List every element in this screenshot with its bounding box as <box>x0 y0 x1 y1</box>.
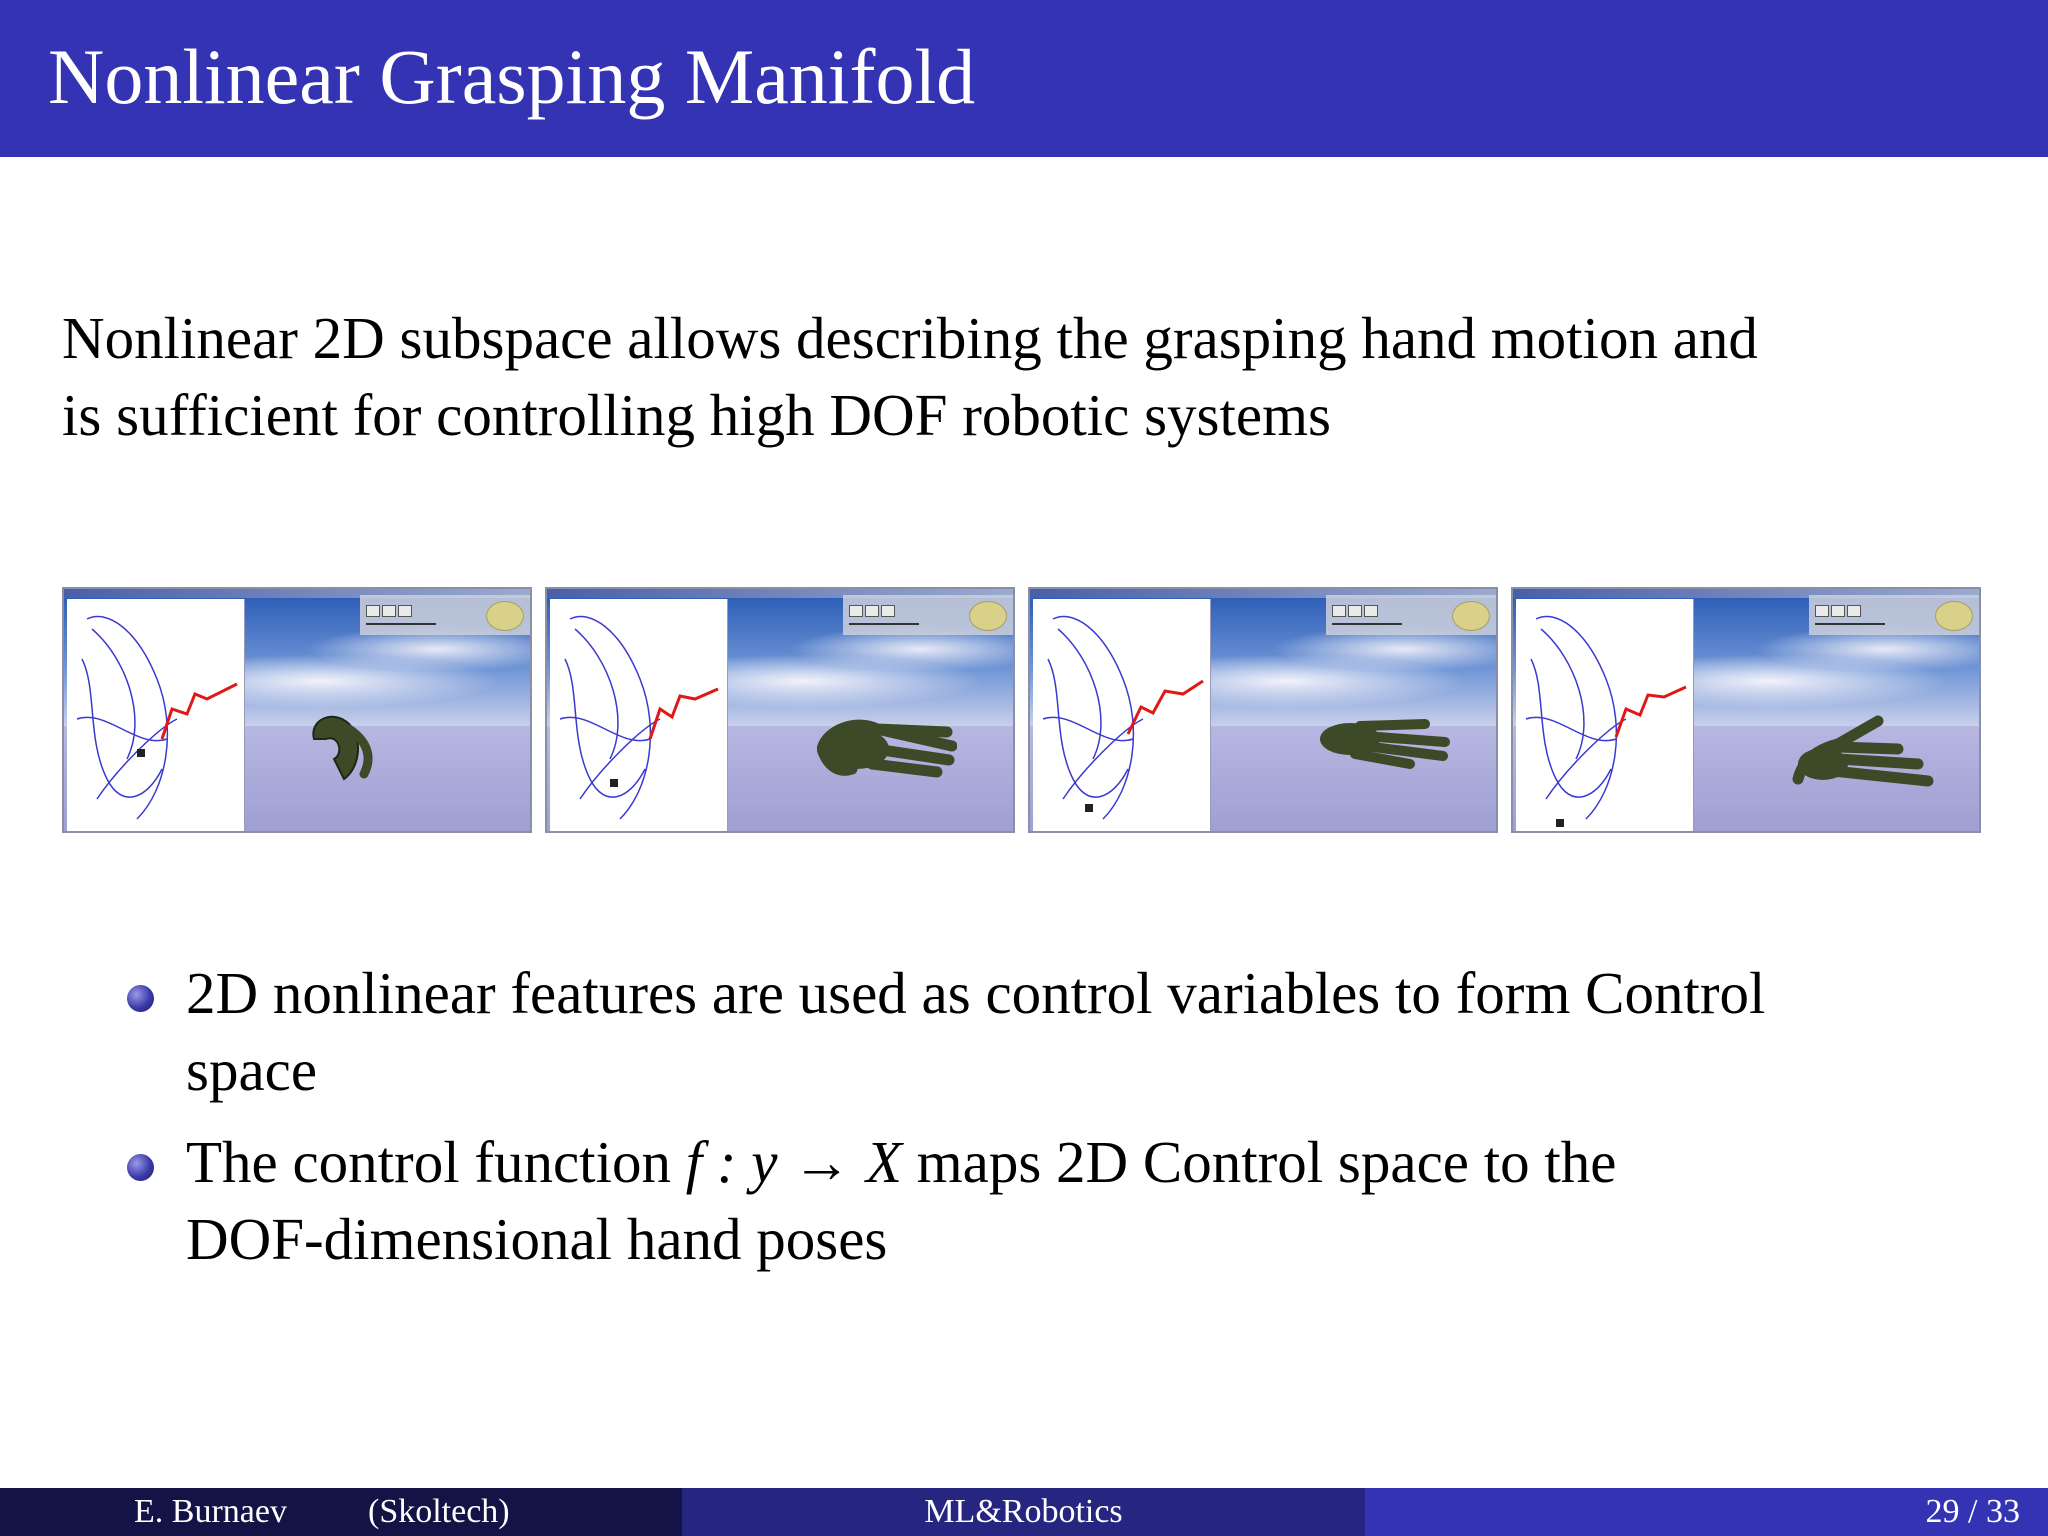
manifold-trajectory <box>1516 599 1693 831</box>
bullet-2-prefix: The control function <box>186 1129 686 1195</box>
manifold-plot <box>1516 599 1694 831</box>
bullet-icon <box>127 985 154 1012</box>
footer-author-section <box>0 1488 682 1536</box>
page-separator: / <box>1968 1493 1978 1530</box>
frame-1 <box>62 587 532 833</box>
frame-2 <box>545 587 1015 833</box>
bullet-1-line-1: 2D nonlinear features are used as control variables to form Control <box>186 960 1766 1026</box>
robot-hand-icon <box>1315 714 1455 774</box>
record-button[interactable] <box>1847 605 1861 617</box>
footer-course: ML&Robotics <box>924 1493 1123 1530</box>
hand-icon <box>969 601 1007 631</box>
bullet-icon <box>127 1154 154 1181</box>
bullet-2-suffix: maps 2D Control space to the <box>902 1129 1617 1195</box>
title-bar <box>0 0 2048 157</box>
control-panel <box>843 595 1013 635</box>
frame-3 <box>1028 587 1498 833</box>
manifold-plot <box>67 599 245 831</box>
manifold-trajectory <box>1033 599 1210 831</box>
manifold-trajectory <box>67 599 244 831</box>
manifold-plot <box>1033 599 1211 831</box>
footer-page-section <box>1365 1488 2048 1536</box>
bullet-2-line-1 <box>186 1124 2000 1201</box>
record-button[interactable] <box>881 605 895 617</box>
intro-paragraph <box>62 300 1992 454</box>
robot-hand-icon <box>1788 709 1938 799</box>
control-panel <box>360 595 530 635</box>
bullet-item-2 <box>120 1124 2000 1278</box>
record-button[interactable] <box>1364 605 1378 617</box>
total-pages: 33 <box>1986 1493 2020 1530</box>
hand-icon <box>1452 601 1490 631</box>
intro-line-1: Nonlinear 2D subspace allows describing the grasping hand motion and <box>62 305 1758 371</box>
robot-hand-icon <box>304 709 394 789</box>
play-button[interactable] <box>1815 605 1829 617</box>
current-page: 29 <box>1925 1493 1960 1530</box>
play-button[interactable] <box>366 605 380 617</box>
stop-button[interactable] <box>865 605 879 617</box>
bullet-list <box>120 955 2000 1293</box>
time-slider[interactable] <box>366 623 436 625</box>
footer <box>0 1488 2048 1536</box>
manifold-plot <box>550 599 728 831</box>
footer-course-section <box>682 1488 1365 1536</box>
stop-button[interactable] <box>382 605 396 617</box>
bullet-1-line-2: space <box>186 1037 318 1103</box>
stop-button[interactable] <box>1348 605 1362 617</box>
bullet-item-1 <box>120 955 2000 1109</box>
bullet-2-line-2: DOF-dimensional hand poses <box>186 1206 888 1272</box>
play-button[interactable] <box>1332 605 1346 617</box>
slide-title: Nonlinear Grasping Manifold <box>48 33 976 120</box>
footer-institution: (Skoltech) <box>368 1493 510 1530</box>
control-function-formula: f : y → X <box>685 1129 902 1195</box>
footer-author: E. Burnaev <box>134 1493 287 1530</box>
time-slider[interactable] <box>1815 623 1885 625</box>
intro-line-2: is sufficient for controlling high DOF robotic systems <box>62 382 1331 448</box>
record-button[interactable] <box>398 605 412 617</box>
time-slider[interactable] <box>849 623 919 625</box>
time-slider[interactable] <box>1332 623 1402 625</box>
frame-4 <box>1511 587 1981 833</box>
hand-icon <box>486 601 524 631</box>
control-panel <box>1326 595 1496 635</box>
control-panel <box>1809 595 1979 635</box>
stop-button[interactable] <box>1831 605 1845 617</box>
hand-icon <box>1935 601 1973 631</box>
robot-hand-icon <box>817 714 957 784</box>
play-button[interactable] <box>849 605 863 617</box>
manifold-trajectory <box>550 599 727 831</box>
page-number <box>1926 1488 2020 1536</box>
